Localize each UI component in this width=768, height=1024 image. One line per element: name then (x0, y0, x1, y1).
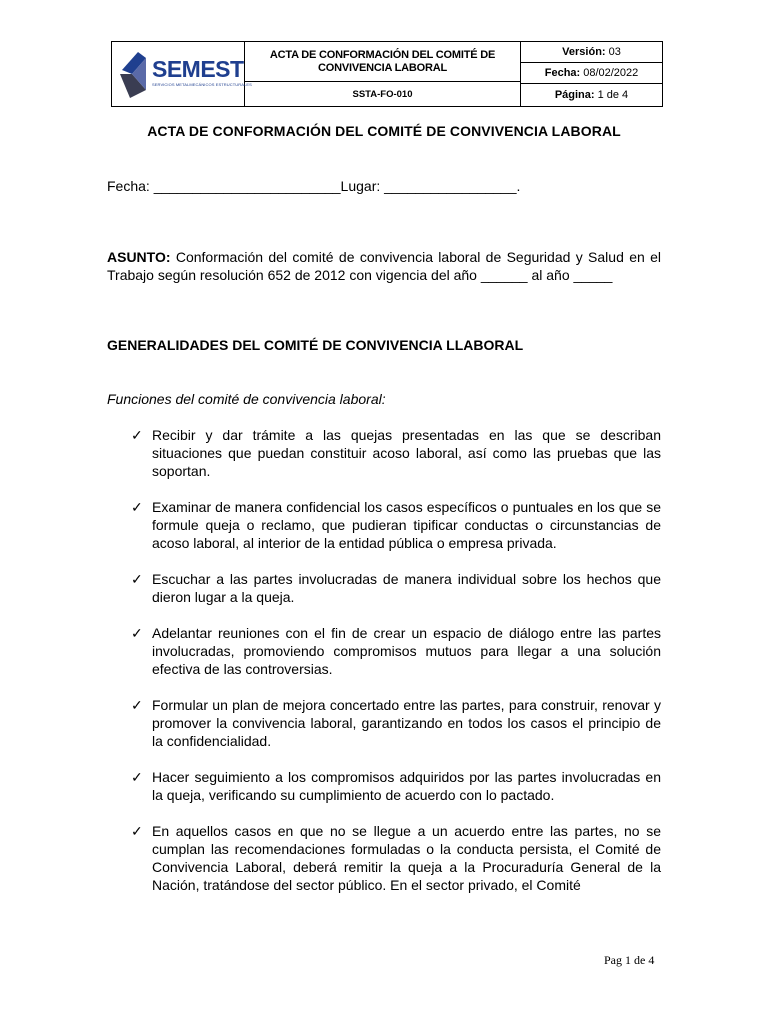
section-title: GENERALIDADES DEL COMITÉ DE CONVIVENCIA LLABORAL (107, 337, 524, 353)
list-item (107, 570, 661, 606)
date-value: 08/02/2022 (583, 67, 639, 79)
version-field (521, 42, 662, 63)
list-item-text: Adelantar reuniones con el fin de crear un espacio de diálogo entre las partes involucradas, promoviendo compromisos mutuos para llegar a una solución efectiva de las controversias. (152, 625, 661, 677)
version-value: 03 (608, 46, 621, 58)
functions-title: Funciones del comité de convivencia laboral: (107, 391, 386, 407)
asunto-paragraph (107, 248, 661, 284)
checkmark-icon: ✓ (131, 625, 143, 641)
company-logo (118, 46, 252, 102)
document-header-table (111, 41, 663, 107)
functions-list (107, 426, 661, 894)
logo-wordmark: SEMEST (152, 56, 244, 82)
checkmark-icon: ✓ (131, 571, 143, 587)
asunto-label: ASUNTO: (107, 249, 171, 265)
checkmark-icon: ✓ (131, 769, 143, 785)
list-item (107, 498, 661, 552)
checkmark-icon: ✓ (131, 823, 143, 839)
checkmark-icon: ✓ (131, 427, 143, 443)
logo-tagline: SERVICIOS METALMECÁNICOS ESTRUCTURALES (152, 82, 252, 87)
checkmark-icon: ✓ (131, 697, 143, 713)
list-item-text: Formular un plan de mejora concertado entre las partes, para construir, renovar y promover la convivencia laboral, garantizando en todos los casos el principio de la confidencialidad. (152, 697, 661, 749)
checkmark-icon: ✓ (131, 499, 143, 515)
page-field (521, 84, 662, 106)
list-item (107, 426, 661, 480)
list-item-text: En aquellos casos en que no se llegue a un acuerdo entre las partes, no se cumplan las recomendaciones formuladas o la conducta persista, el Comité de Convivencia Laboral, deberá remitir la queja a la Procuraduría General de la Nación, tratándose del sector público. En el sector privado, el Comité (152, 823, 661, 893)
list-item-text: Hacer seguimiento a los compromisos adquiridos por las partes involucradas en la queja, verificando su cumplimiento de acuerdo con lo pactado. (152, 769, 661, 803)
asunto-text: Conformación del comité de convivencia laboral de Seguridad y Salud en el Trabajo según resolución 652 de 2012 con vigencia del año ______ al año _____ (107, 249, 661, 283)
form-code: SSTA-FO-010 (245, 82, 521, 106)
document-title: ACTA DE CONFORMACIÓN DEL COMITÉ DE CONVIVENCIA LABORAL (147, 123, 621, 139)
list-item-text: Escuchar a las partes involucradas de manera individual sobre los hechos que dieron lugar a la queja. (152, 571, 661, 605)
list-item (107, 822, 661, 894)
list-item (107, 624, 661, 678)
logo-mark-icon (118, 48, 148, 100)
list-item-text: Recibir y dar trámite a las quejas presentadas en las que se describan situaciones que puedan constituir acoso laboral, así como las pruebas que las soportan. (152, 427, 661, 479)
date-field (521, 63, 662, 84)
page-footer: Pag 1 de 4 (604, 953, 655, 967)
page-label: Página: (554, 89, 595, 101)
version-label: Versión: (562, 46, 606, 58)
date-label: Fecha: (544, 67, 581, 79)
list-item (107, 768, 661, 804)
page-value: 1 de 4 (597, 89, 629, 101)
list-item-text: Examinar de manera confidencial los casos específicos o puntuales en los que se formule queja o reclamo, que pudieran tipificar conductas o circunstancias de acoso laboral, al interior de la entidad pública o empresa privada. (152, 499, 661, 551)
fecha-lugar-line: Fecha: ________________________Lugar: _________________. (107, 178, 521, 194)
form-title: ACTA DE CONFORMACIÓN DEL COMITÉ DE CONVIVENCIA LABORAL (245, 42, 521, 82)
logo-cell (112, 42, 252, 106)
list-item (107, 696, 661, 750)
